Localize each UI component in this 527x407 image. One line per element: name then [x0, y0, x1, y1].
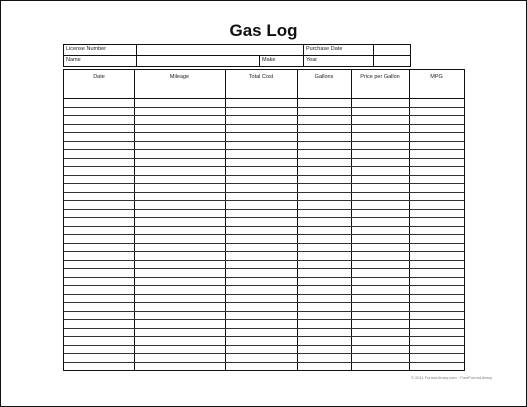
table-row-line	[64, 166, 464, 167]
license-number-label: License Number	[64, 45, 137, 56]
table-row-line	[64, 277, 464, 278]
table-row-line	[64, 175, 464, 176]
form-title: Gas Log	[229, 21, 298, 40]
table-row-line	[64, 226, 464, 227]
year-label: Year	[304, 56, 374, 67]
column-header-price-per-gallon: Price per Gallon	[360, 74, 400, 80]
table-row-line	[64, 302, 464, 303]
table-row-line	[64, 362, 464, 363]
table-row-line	[64, 328, 464, 329]
purchase-date-label: Purchase Date	[304, 45, 374, 56]
table-row-line	[64, 294, 464, 295]
name-label: Name	[64, 56, 137, 67]
table-row-line	[64, 107, 464, 108]
table-row-line	[64, 124, 464, 125]
table-row-line	[64, 345, 464, 346]
purchase-date-field[interactable]	[374, 45, 411, 56]
table-header	[64, 70, 464, 99]
table-row-line	[64, 192, 464, 193]
table-row-line	[64, 217, 464, 218]
table-row-line	[64, 243, 464, 244]
table-row-line	[64, 158, 464, 159]
gas-log-table	[63, 69, 465, 371]
table-row-line	[64, 209, 464, 210]
license-number-field[interactable]	[137, 45, 304, 56]
footer-credit: © 2011 FormsLibrary.com · FreeFormsLibrary	[410, 375, 492, 380]
table-row-line	[64, 336, 464, 337]
table-row-line	[64, 251, 464, 252]
table-row-line	[64, 319, 464, 320]
column-header-mpg: MPG	[430, 74, 443, 80]
table-row-line	[64, 115, 464, 116]
column-header-gallons: Gallons	[314, 74, 334, 80]
year-field[interactable]	[374, 56, 411, 67]
table-row-line	[64, 234, 464, 235]
table-row-line	[64, 260, 464, 261]
column-header-total-cost: Total Cost	[248, 74, 274, 80]
column-header-mileage: Mileage	[169, 74, 190, 80]
table-row-line	[64, 141, 464, 142]
table-row-line	[64, 311, 464, 312]
column-header-date: Date	[93, 74, 105, 80]
table-row-line	[64, 132, 464, 133]
table-row-line	[64, 149, 464, 150]
table-row-line	[64, 353, 464, 354]
table-row-line	[64, 268, 464, 269]
table-row-line	[64, 200, 464, 201]
table-row-line	[64, 183, 464, 184]
name-field[interactable]	[137, 56, 260, 67]
vehicle-info-table	[63, 44, 411, 67]
table-row-line	[64, 285, 464, 286]
make-label: Make	[260, 56, 304, 67]
